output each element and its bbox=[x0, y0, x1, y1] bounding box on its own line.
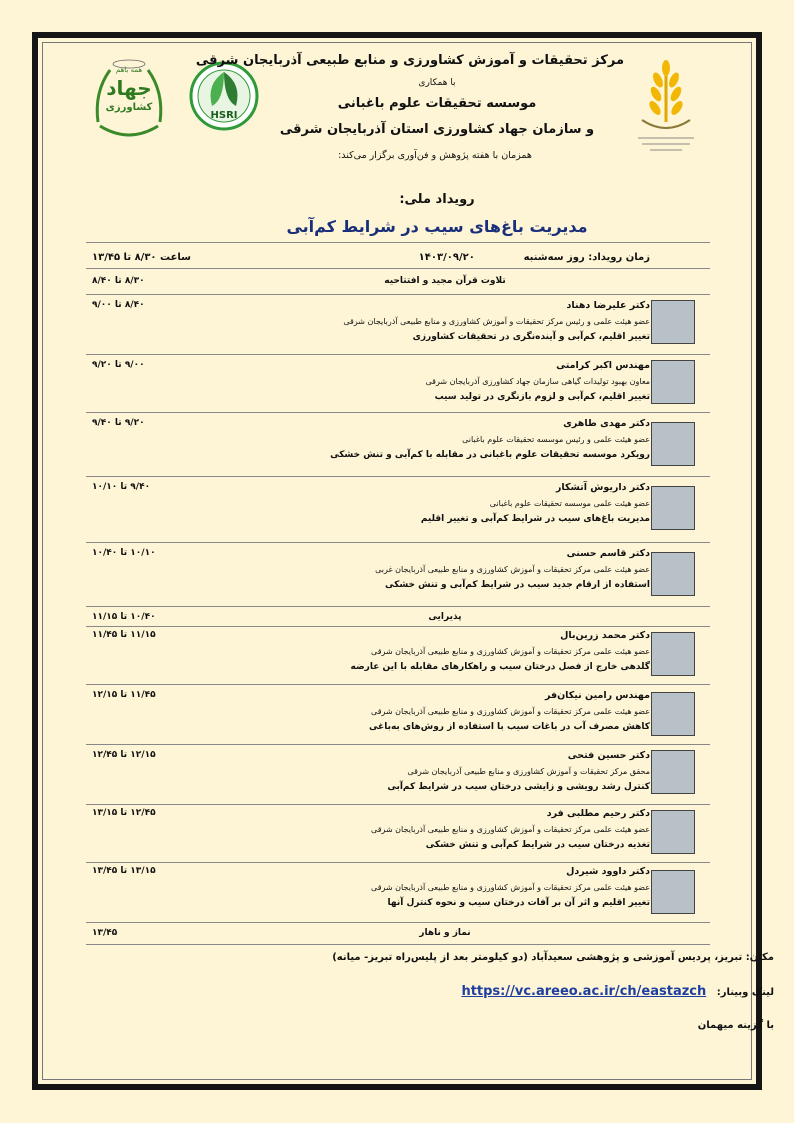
speaker-photo bbox=[651, 632, 695, 676]
speaker-role: عضو هیئت علمی مرکز تحقیقات و آموزش کشاورزی و منابع طبیعی آذربایجان شرقی bbox=[371, 883, 650, 892]
speaker-name: دکتر محمد زرین‌بال bbox=[560, 630, 650, 641]
speaker-photo bbox=[651, 486, 695, 530]
webinar-row bbox=[461, 984, 774, 999]
speaker-photo bbox=[651, 810, 695, 854]
speaker-name: دکتر قاسم حسنی bbox=[566, 548, 650, 559]
divider bbox=[86, 476, 710, 477]
speaker-topic: کاهش مصرف آب در باغات سیب با استفاده از روش‌های به‌باغی bbox=[368, 722, 650, 732]
divider bbox=[86, 744, 710, 745]
jahad-logo-icon bbox=[90, 52, 168, 142]
speaker-topic: استفاده از ارقام جدید سیب در شرایط کم‌آبی و تنش خشکی bbox=[384, 580, 650, 590]
slot-time: ۱۱/۴۵ تا ۱۲/۱۵ bbox=[92, 690, 156, 700]
speaker-topic: کنترل رشد رویشی و زایشی درختان سیب در شرایط کم‌آبی bbox=[387, 782, 650, 792]
divider bbox=[86, 294, 710, 295]
speaker-topic: رویکرد موسسه تحقیقات علوم باغبانی در مقابله با کم‌آبی و تنش خشکی bbox=[330, 450, 650, 460]
speaker-name: دکتر حسین فتحی bbox=[567, 750, 650, 761]
event-date bbox=[419, 252, 650, 263]
divider bbox=[86, 542, 710, 543]
speaker-topic: مدیریت باغ‌های سیب در شرایط کم‌آبی و تغییر اقلیم bbox=[420, 514, 650, 524]
speaker-name: دکتر رحیم مطلبی فرد bbox=[546, 808, 650, 819]
speaker-name: مهندس رامین نیکان‌فر bbox=[544, 690, 650, 701]
date-value: ۱۴۰۳/۰۹/۲۰ bbox=[418, 252, 475, 263]
slot-time: ۱۲/۱۵ تا ۱۲/۴۵ bbox=[92, 750, 156, 760]
speaker-block bbox=[230, 358, 650, 405]
slot-time: ۱۰/۱۰ تا ۱۰/۴۰ bbox=[92, 548, 156, 558]
collaboration-label: با همکاری bbox=[418, 78, 456, 88]
speaker-role: عضو هیئت علمی و رئیس مرکز تحقیقات و آموزش کشاورزی و منابع طبیعی آذربایجان شرقی bbox=[343, 317, 650, 326]
webinar-label: لینک وبینار: bbox=[716, 987, 774, 998]
guest-note: با گزینه میهمان bbox=[697, 1020, 774, 1031]
event-hours: ساعت ۸/۳۰ تا ۱۳/۴۵ bbox=[92, 252, 192, 263]
date-label: زمان رویداد: روز سه‌شنبه bbox=[523, 252, 650, 263]
speaker-block bbox=[230, 688, 650, 735]
institute-name: موسسه تحقیقات علوم باغبانی bbox=[337, 96, 537, 111]
event-label: رویداد ملی: bbox=[399, 192, 475, 207]
jahad-logo-sub: کشاورزی bbox=[105, 102, 153, 113]
jahad-logo-top: همه باهم bbox=[115, 66, 143, 74]
speaker-block bbox=[230, 416, 650, 463]
slot-time: ۱۳/۴۵ bbox=[92, 928, 118, 938]
slot-lunch: نماز و ناهار bbox=[419, 928, 471, 938]
divider bbox=[86, 684, 710, 685]
speaker-block bbox=[230, 864, 650, 911]
slot-time: ۹/۰۰ تا ۹/۲۰ bbox=[92, 360, 145, 370]
speaker-block bbox=[230, 546, 650, 593]
divider bbox=[86, 626, 710, 627]
divider bbox=[86, 944, 710, 945]
divider bbox=[86, 412, 710, 413]
slot-reception: پذیرایی bbox=[428, 612, 462, 622]
speaker-name: دکتر داوود شیردل bbox=[566, 866, 650, 877]
speaker-role: محقق مرکز تحقیقات و آموزش کشاورزی و منابع طبیعی آذربایجان شرقی bbox=[407, 767, 650, 776]
slot-time: ۸/۴۰ تا ۹/۰۰ bbox=[92, 300, 145, 310]
slot-time: ۸/۳۰ تا ۸/۴۰ bbox=[92, 276, 145, 286]
speaker-role: عضو هیئت علمی مرکز تحقیقات و آموزش کشاورزی و منابع طبیعی آذربایجان شرقی bbox=[371, 647, 650, 656]
speaker-topic: گلدهی خارج از فصل درختان سیب و راهکارهای مقابله با این عارضه bbox=[350, 662, 650, 672]
divider bbox=[86, 354, 710, 355]
location: مکان: تبریز، پردیس آموزشی و پژوهشی سعیدآباد (دو کیلومتر بعد از پلیس‌راه تبریز- میانه) bbox=[332, 952, 774, 963]
speaker-photo bbox=[651, 422, 695, 466]
divider bbox=[86, 922, 710, 923]
speaker-photo bbox=[651, 300, 695, 344]
divider bbox=[86, 268, 710, 269]
speaker-block bbox=[230, 298, 650, 345]
webinar-link[interactable]: https://vc.areeo.ac.ir/ch/eastazch bbox=[461, 984, 707, 999]
speaker-name: دکتر علیرضا دهناد bbox=[566, 300, 650, 311]
divider bbox=[86, 242, 710, 243]
speaker-name: دکتر داریوش آتشکار bbox=[555, 482, 650, 493]
speaker-photo bbox=[651, 750, 695, 794]
speaker-block bbox=[230, 628, 650, 675]
divider bbox=[86, 862, 710, 863]
speaker-topic: تغییر اقلیم، کم‌آبی و لزوم بازنگری در تولید سیب bbox=[434, 392, 650, 402]
announcement: همزمان با هفته پژوهش و فن‌آوری برگزار می‌کند: bbox=[338, 150, 532, 161]
divider bbox=[86, 606, 710, 607]
speaker-role: عضو هیئت علمی موسسه تحقیقات علوم باغبانی bbox=[489, 499, 650, 508]
speaker-topic: تغذیه درختان سیب در شرایط کم‌آبی و تنش خشکی bbox=[425, 840, 650, 850]
slot-time: ۱۲/۴۵ تا ۱۳/۱۵ bbox=[92, 808, 156, 818]
slot-time: ۱۳/۱۵ تا ۱۳/۴۵ bbox=[92, 866, 156, 876]
speaker-block bbox=[230, 748, 650, 795]
speaker-role: عضو هیئت علمی مرکز تحقیقات و آموزش کشاورزی و منابع طبیعی آذربایجان شرقی bbox=[371, 707, 650, 716]
divider bbox=[86, 804, 710, 805]
slot-time: ۱۰/۴۰ تا ۱۱/۱۵ bbox=[92, 612, 156, 622]
speaker-block bbox=[230, 480, 650, 527]
event-title: مدیریت باغ‌های سیب در شرایط کم‌آبی bbox=[286, 217, 588, 236]
jahad-logo-main: جهاد bbox=[106, 76, 152, 100]
slot-time: ۹/۲۰ تا ۹/۴۰ bbox=[92, 418, 145, 428]
speaker-photo bbox=[651, 870, 695, 914]
speaker-block bbox=[230, 806, 650, 853]
speaker-role: عضو هیئت علمی مرکز تحقیقات و آموزش کشاورزی و منابع طبیعی آذربایجان شرقی bbox=[371, 825, 650, 834]
speaker-topic: تغییر اقلیم، کم‌آبی و آینده‌نگری در تحقیقات کشاورزی bbox=[412, 332, 650, 342]
organization-name: و سازمان جهاد کشاورزی استان آذربایجان شرقی bbox=[279, 122, 595, 137]
speaker-photo bbox=[651, 692, 695, 736]
speaker-role: عضو هیئت علمی و رئیس موسسه تحقیقات علوم باغبانی bbox=[462, 435, 650, 444]
speaker-name: مهندس اکبر کرامتی bbox=[556, 360, 650, 371]
slot-opening: تلاوت قرآن مجید و افتتاحیه bbox=[384, 276, 506, 286]
speaker-photo bbox=[651, 360, 695, 404]
slot-time: ۱۱/۱۵ تا ۱۱/۴۵ bbox=[92, 630, 156, 640]
speaker-name: دکتر مهدی طاهری bbox=[563, 418, 650, 429]
speaker-role: معاون بهبود تولیدات گیاهی سازمان جهاد کشاورزی آذربایجان شرقی bbox=[425, 377, 650, 386]
speaker-topic: تغییر اقلیم و اثر آن بر آفات درختان سیب و نحوه کنترل آنها bbox=[387, 898, 650, 908]
speaker-role: عضو هیئت علمی مرکز تحقیقات و آموزش کشاورزی و منابع طبیعی آذربایجان غربی bbox=[375, 565, 650, 574]
center-name: مرکز تحقیقات و آموزش کشاورزی و منابع طبیعی آذربایجان شرقی bbox=[195, 53, 624, 68]
slot-time: ۹/۴۰ تا ۱۰/۱۰ bbox=[92, 482, 151, 492]
hsri-logo-text: HSRI bbox=[210, 110, 238, 121]
speaker-photo bbox=[651, 552, 695, 596]
wheat-logo-icon bbox=[630, 58, 702, 162]
